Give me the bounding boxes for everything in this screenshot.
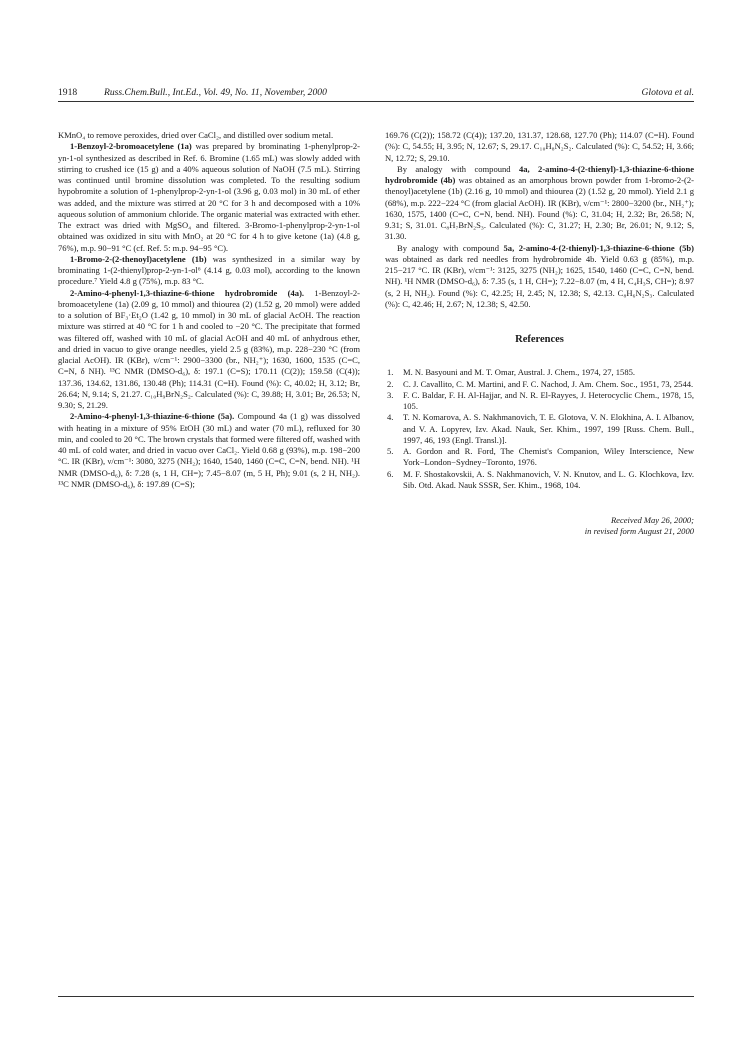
right-column — [385, 130, 694, 538]
paragraph-text: was prepared by brominating 1-phenylprop-2-yn-1-ol synthesized as described in Ref. 6. Bromine (1.65 mL) was slowly added with stirring to crushed ice (15 g) and a 40% aqueous solution of NaOH (7.5 mL). Stirring was continued until bromine dissolution was completed. To the resulting sodium hypobromite a solution of 1-phenylprop-2-yn-1-ol (3.96 g, 0.03 mol) in 30 mL of ether was added, and the mixture was stirred at 20 °C for 3 h and decomposed with a 10% aqueous solution of ammonium chloride. The organic material was extracted with ether. The extract was dried with MgSO₄ and filtered. 3-Bromo-1-phenylprop-2-yn-1-ol obtained was oxidized in situ with MnO₂ at 20 °C for 4 h to give ketone (1a) (4.8 g, 76%), m.p. 90−91 °C (cf. Ref. 5: m.p. 94−95 °C). — [58, 141, 360, 253]
references-heading: References — [515, 334, 564, 345]
paragraph — [58, 254, 360, 288]
reference-item — [387, 446, 694, 469]
paragraph-text: was obtained as dark red needles from hydrobromide 4b. Yield 0.63 g (85%), m.p. 215−217 °C. IR (KBr), ν/cm⁻¹: 3125, 3275 (NH₂); 1625, 1540, 1460 (C=C, C=N, bend. NH). ¹H NMR (DMSO-d₆), δ: 7.35 (s, 1 H, CH=); 7.22−8.07 (m, 4 H, C₄H₃S, CH=); 8.97 (s, 2 H, NH₂). Found (%): C, 42.25; H, 2.45; N, 12.38; S, 42.13. C₈H₆N₂S₃. Calculated (%): C, 42.46; H, 2.67; N, 12.38; S, 42.50. — [385, 253, 694, 309]
reference-number: 3. — [387, 389, 394, 400]
compound-title: 5a, 2-amino-4-(2-thienyl)-1,3-thiazine-6-thione (5b) — [503, 242, 695, 253]
compound-title: 1-Benzoyl-2-bromoacetylene (1a) — [70, 141, 192, 152]
paragraph-text: was obtained as an amorphous brown powder from 1-bromo-2-(2-thenoyl)acetylene (1b) (2.16 g, 10 mmol) and thiourea (2) (1.52 g, 20 mmol). Yield 2.1 g (68%), m.p. 222−224 °C (from glacial AcOH). IR (KBr), ν/cm⁻¹: 2800−3200 (br., NH₂⁺); 1630, 1575, 1400 (C=C, C=N, bend. NH). Found (%): C, 31.04; H, 2.32; Br, 26.58; N, 9.31; S, 31.01. C₈H₇BrN₂S₃. Calculated (%): C, 31.27; H, 2.30; Br, 26.01; N, 9.12; S, 31.30. — [385, 175, 694, 242]
reference-text: C. J. Cavallito, C. M. Martini, and F. C. Nachod, J. Am. Chem. Soc., 1951, 73, 2544. — [403, 378, 694, 389]
reference-text: M. N. Basyouni and M. T. Omar, Austral. J. Chem., 1974, 27, 1585. — [403, 367, 635, 378]
reference-item — [387, 412, 694, 446]
reference-item — [387, 389, 694, 413]
reference-item — [387, 367, 694, 378]
paragraph-text: By analogy with compound — [397, 163, 519, 174]
compound-title: 4a, 2-amino-4-(2-thienyl)-1,3-thiazine-6-thione hydrobromide (4b) — [385, 163, 695, 185]
reference-text: T. N. Komarova, A. S. Nakhmanovich, T. E. Glotova, V. N. Elokhina, A. I. Albanov, and V. A. Lopyrev, Izv. Akad. Nauk, Ser. Khim., 1997, 199 [Russ. Chem. Bull., 1997, 46, 193 (Engl. Transl.)]. — [403, 412, 694, 445]
reference-item — [387, 378, 694, 390]
compound-title: 2-Amino-4-phenyl-1,3-thiazine-6-thione hydrobromide (4a). — [70, 287, 305, 298]
revised-date: in revised form August 21, 2000 — [584, 526, 694, 537]
reference-number: 1. — [387, 367, 394, 378]
paragraph — [385, 164, 694, 243]
reference-number: 4. — [387, 412, 394, 423]
compound-title: 1-Bromo-2-(2-thenoyl)acetylene (1b) — [70, 253, 207, 264]
left-column — [58, 130, 360, 490]
paragraph — [58, 288, 360, 412]
paragraph-text: Compound 4a (1 g) was dissolved with heating in a mixture of 95% EtOH (30 mL) and water (70 mL), refluxed for 30 min, and cooled to 20 °C. The brown crystals that formed were filtered off, washed with 40 mL of cold water, and dried in vacuo over CaCl₂. Yield 0.68 g (93%), m.p. 198−200 °C. IR (KBr), ν/cm⁻¹: 3080, 3275 (NH₂); 1640, 1540, 1460 (C=C, C=N, bend. NH). ¹H NMR (DMSO-d₆), δ: 7.28 (s, 1 H, CH=); 7.45−8.07 (m, 5 H, Ph); 9.01 (s, 2 H, NH₂). ¹³C NMR (DMSO-d₆), δ: 197.89 (C=S); — [58, 411, 360, 489]
paragraph-text: By analogy with compound — [397, 242, 504, 253]
journal-citation: Russ.Chem.Bull., Int.Ed., Vol. 49, No. 11, November, 2000 — [104, 87, 327, 98]
paragraph-text: was synthesized in a similar way by brominating 1-(2-thienyl)prop-2-yn-1-ol⁶ (4.14 g, 0.03 mol), according to the known procedure.⁷ Yield 4.8 g (75%), m.p. 83 °C. — [58, 253, 360, 287]
running-header — [58, 85, 694, 102]
running-authors: Glotova et al. — [641, 87, 694, 98]
bottom-rule — [58, 996, 694, 997]
paragraph-text: 1-Benzoyl-2-bromoacetylene (1a) (2.09 g, 10 mmol) and thiourea (2) (1.52 g, 20 mmol) were added to a solution of BF₃·Et₂O (1.42 g, 10 mmol) in 30 mL of glacial AcOH. The reaction mixture was stirred at 40 °C for 1 h and cooled to −20 °C. The precipitate that formed was filtered off, washed with 10 mL of glacial AcOH and 40 mL of anhydrous ether, and dried in vacuo to give orange needles, yield 2.5 g (83%), m.p. 228−230 °C (from glacial AcOH). IR (KBr), ν/cm⁻¹: 2900−3300 (br., NH₂⁺); 1630, 1600, 1535 (C=C, C=N, δ NH). ¹³C NMR (DMSO-d₆), δ: 197.1 (C=S); 170.11 (C(2)); 159.58 (C(4)); 137.36, 134.62, 131.86, 130.48 (Ph); 114.31 (C=H). Found (%): C, 40.02; H, 3.12; Br, 26.64; N, 9.14; S, 21.27. C₁₀H₉BrN₂S₂. Calculated (%): C, 39.88; H, 3.01; Br, 26.53; N, 9.30; S, 21.29. — [58, 287, 360, 410]
reference-list — [385, 367, 694, 491]
paragraph: 169.76 (C(2)); 158.72 (C(4)); 137.20, 131.37, 128.68, 127.70 (Ph); 114.07 (C=H). Found (%): C, 54.55; H, 3.95; N, 12.67; S, 29.17. C₁₀H₈N₂S₂. Calculated (%): C, 54.52; H, 3.66; N, 12.72; S, 29.10. — [385, 130, 694, 163]
reference-text: A. Gordon and R. Ford, The Chemist's Companion, Wiley Interscience, New York−London−Sydney−Toronto, 1976. — [403, 446, 694, 468]
compound-title: 2-Amino-4-phenyl-1,3-thiazine-6-thione (5a). — [70, 411, 235, 422]
received-date: Received May 26, 2000; — [610, 515, 694, 525]
paragraph — [58, 141, 360, 254]
reference-text: M. F. Shostakovskii, A. S. Nakhmanovich, V. N. Knutov, and L. G. Klochkova, Izv. Sib. Otd. Akad. Nauk SSSR, Ser. Khim., 1968, 104. — [403, 468, 694, 490]
paragraph: KMnO₄ to remove peroxides, dried over CaCl₂, and distilled over sodium metal. — [58, 130, 334, 140]
reference-number: 6. — [387, 468, 394, 479]
paragraph — [385, 243, 694, 311]
reference-number: 5. — [387, 446, 394, 456]
reference-text: F. C. Baldar, F. H. Al-Hajjar, and N. R. El-Rayyes, J. Heterocyclic Chem., 1978, 15, 105. — [403, 389, 694, 411]
reference-number: 2. — [387, 378, 394, 389]
paragraph — [58, 411, 360, 490]
received-dates — [385, 515, 694, 538]
reference-item — [387, 468, 694, 492]
page-number: 1918 — [58, 87, 78, 98]
